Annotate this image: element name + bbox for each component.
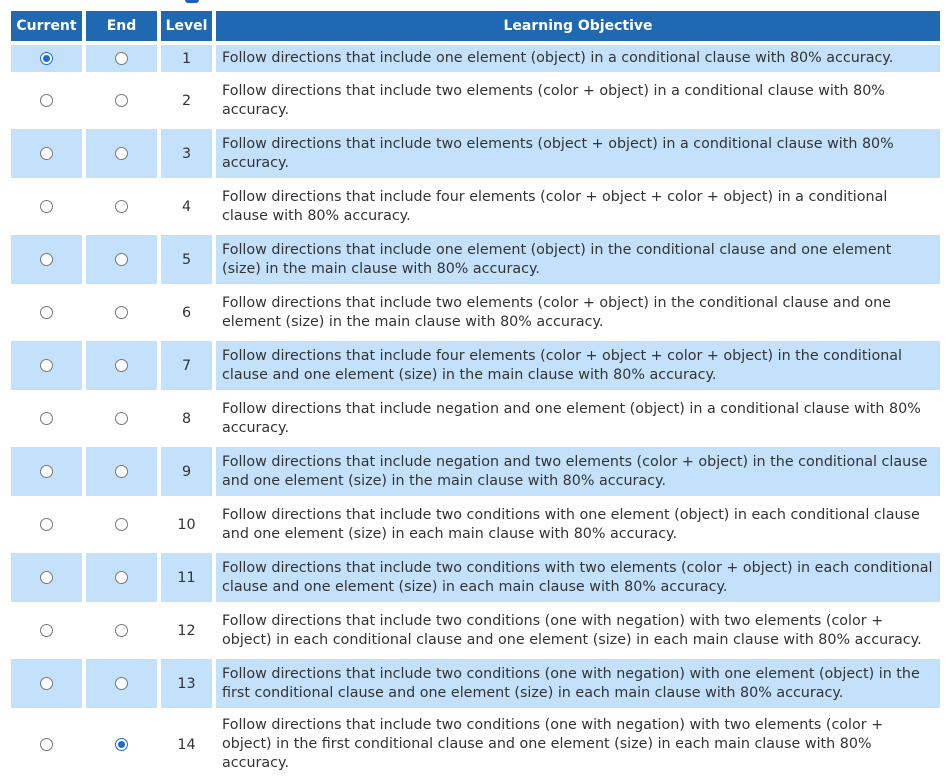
level-cell: 6 (161, 288, 212, 337)
current-radio[interactable] (40, 94, 53, 107)
level-cell: 5 (161, 235, 212, 284)
level-cell: 8 (161, 394, 212, 443)
current-cell (11, 553, 82, 602)
learning-objectives-table (7, 7, 944, 781)
current-radio[interactable] (40, 200, 53, 213)
objective-cell: Follow directions that include four elements (color + object + color + object) in a conditional clause with 80% accuracy. (216, 182, 940, 231)
current-radio[interactable] (40, 306, 53, 319)
objective-cell: Follow directions that include two elements (object + object) in a conditional clause with 80% accuracy. (216, 129, 940, 178)
end-radio[interactable] (115, 359, 128, 372)
level-cell: 4 (161, 182, 212, 231)
level-cell: 1 (161, 45, 212, 72)
end-radio[interactable] (115, 677, 128, 690)
objective-cell: Follow directions that include two conditions (one with negation) with two elements (color + object) in the first conditional clause and one element (size) in each main clause with 80% accuracy. (216, 712, 940, 777)
end-radio[interactable] (115, 253, 128, 266)
end-cell (86, 182, 157, 231)
current-radio[interactable] (40, 624, 53, 637)
level-cell: 2 (161, 76, 212, 125)
current-radio[interactable] (40, 147, 53, 160)
end-cell (86, 76, 157, 125)
table-row (11, 659, 940, 708)
current-radio[interactable] (40, 518, 53, 531)
table-row (11, 394, 940, 443)
current-cell (11, 45, 82, 72)
current-cell (11, 341, 82, 390)
header-end: End (86, 11, 157, 41)
current-cell (11, 606, 82, 655)
current-cell (11, 659, 82, 708)
table-row (11, 341, 940, 390)
end-radio[interactable] (115, 94, 128, 107)
objective-cell: Follow directions that include four elements (color + object + color + object) in the conditional clause and one element (size) in the main clause with 80% accuracy. (216, 341, 940, 390)
current-radio[interactable] (40, 359, 53, 372)
top-tab-indicator (185, 0, 199, 3)
objective-cell: Follow directions that include negation and one element (object) in a conditional clause with 80% accuracy. (216, 394, 940, 443)
current-radio[interactable] (40, 465, 53, 478)
current-cell (11, 712, 82, 777)
end-cell (86, 500, 157, 549)
table-row (11, 129, 940, 178)
table-row (11, 182, 940, 231)
header-current: Current (11, 11, 82, 41)
end-cell (86, 129, 157, 178)
table-row (11, 76, 940, 125)
current-cell (11, 76, 82, 125)
end-cell (86, 659, 157, 708)
end-cell (86, 712, 157, 777)
table-row (11, 235, 940, 284)
end-cell (86, 447, 157, 496)
end-radio[interactable] (115, 200, 128, 213)
header-level: Level (161, 11, 212, 41)
end-radio[interactable] (115, 571, 128, 584)
level-cell: 7 (161, 341, 212, 390)
objective-cell: Follow directions that include two conditions (one with negation) with two elements (color + object) in each conditional clause and one element (size) in each main clause with 80% accuracy. (216, 606, 940, 655)
objective-cell: Follow directions that include two elements (color + object) in the conditional clause and one element (size) in the main clause with 80% accuracy. (216, 288, 940, 337)
objective-cell: Follow directions that include one element (object) in a conditional clause with 80% accuracy. (216, 45, 940, 72)
end-cell (86, 235, 157, 284)
objective-cell: Follow directions that include negation and two elements (color + object) in the conditional clause and one element (size) in the main clause with 80% accuracy. (216, 447, 940, 496)
table-row (11, 288, 940, 337)
end-cell (86, 288, 157, 337)
end-radio[interactable] (115, 624, 128, 637)
table-row (11, 500, 940, 549)
current-radio[interactable] (40, 52, 53, 65)
end-cell (86, 606, 157, 655)
end-radio[interactable] (115, 52, 128, 65)
current-radio[interactable] (40, 677, 53, 690)
current-radio[interactable] (40, 412, 53, 425)
current-cell (11, 447, 82, 496)
table-header-row (11, 11, 940, 41)
current-radio[interactable] (40, 253, 53, 266)
current-cell (11, 394, 82, 443)
level-cell: 13 (161, 659, 212, 708)
end-radio[interactable] (115, 147, 128, 160)
objective-cell: Follow directions that include two conditions with two elements (color + object) in each conditional clause and one element (size) in each main clause with 80% accuracy. (216, 553, 940, 602)
current-cell (11, 182, 82, 231)
end-radio[interactable] (115, 738, 128, 751)
table-row (11, 712, 940, 777)
level-cell: 10 (161, 500, 212, 549)
table-row (11, 45, 940, 72)
objective-cell: Follow directions that include two conditions with one element (object) in each conditional clause and one element (size) in each main clause with 80% accuracy. (216, 500, 940, 549)
end-cell (86, 553, 157, 602)
end-radio[interactable] (115, 306, 128, 319)
objective-cell: Follow directions that include two conditions (one with negation) with one element (object) in the first conditional clause and one element (size) in each main clause with 80% accuracy. (216, 659, 940, 708)
end-radio[interactable] (115, 412, 128, 425)
table-row (11, 553, 940, 602)
level-cell: 11 (161, 553, 212, 602)
table-row (11, 606, 940, 655)
end-radio[interactable] (115, 465, 128, 478)
objective-cell: Follow directions that include one element (object) in the conditional clause and one element (size) in the main clause with 80% accuracy. (216, 235, 940, 284)
end-cell (86, 45, 157, 72)
end-radio[interactable] (115, 518, 128, 531)
current-cell (11, 235, 82, 284)
end-cell (86, 394, 157, 443)
level-cell: 9 (161, 447, 212, 496)
end-cell (86, 341, 157, 390)
level-cell: 12 (161, 606, 212, 655)
current-cell (11, 500, 82, 549)
table-row (11, 447, 940, 496)
objective-cell: Follow directions that include two elements (color + object) in a conditional clause with 80% accuracy. (216, 76, 940, 125)
current-cell (11, 129, 82, 178)
level-cell: 3 (161, 129, 212, 178)
current-cell (11, 288, 82, 337)
current-radio[interactable] (40, 571, 53, 584)
level-cell: 14 (161, 712, 212, 777)
current-radio[interactable] (40, 738, 53, 751)
header-learning-objective: Learning Objective (216, 11, 940, 41)
